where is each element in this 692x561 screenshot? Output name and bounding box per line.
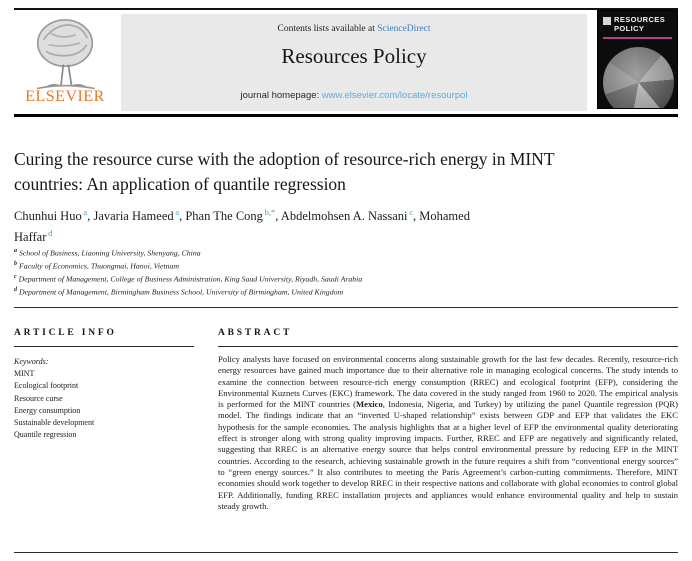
keyword-item: Sustainable development [14,418,95,428]
elsevier-tree-icon [23,15,107,91]
cover-title-line2: POLICY [614,23,645,33]
keyword-item: Resource curse [14,393,63,403]
keyword-item: Ecological footprint [14,381,79,391]
author: Abdelmohsen A. Nassani $^c$ [280,207,414,224]
top-rule [14,8,678,10]
abstract-text [218,354,678,512]
affiliation-mark: c [14,274,17,280]
affiliation-divider-rule [14,307,678,308]
header-divider-rule [14,114,678,117]
cover-title [614,16,665,33]
author: Mohamed Haffar $^d$ [14,209,470,244]
homepage-label: journal homepage: [240,90,322,101]
article-title: Curing the resource curse with the adoption of resource-rich energy in MINT countries: An application of quantile regression [14,149,555,194]
abstract-segment: Policy analysts have focused on environmental concerns along sustainable growth for the last few decades. Recently, resource-rich energy resources have gained much importance due to their alternative role in managing ecological concerns. The study intends to examine the connection between resource-rich energy consumption (RREC) and ecological footprint (EFP), considering the Environmental Kuznets Curves (EKC) framework. The data covered in the study ranged from 1960 to 2020. The empirical analysis is performed for the MINT countries ( [218,354,678,410]
author-affiliation-mark: b,* [262,207,276,217]
author: Chunhui Huo $^a$ [14,207,88,224]
keywords-list [14,368,204,441]
keyword-item: Energy consumption [14,405,81,415]
keywords-label: Keywords: [14,357,49,366]
author-affiliation-mark: a [173,207,180,217]
author-affiliation-mark: a [81,207,88,217]
keyword-item: Quantile regression [14,430,77,440]
cover-accent-rule [603,37,672,39]
affiliation-mark: b [14,261,17,267]
keyword-item: MINT [14,369,35,379]
homepage-line [121,90,587,101]
journal-cover-thumbnail [597,10,678,109]
affiliation-mark: a [14,248,17,254]
journal-title: Resources Policy [281,44,427,68]
affiliation: $^c$ Department of Management, College of Business Administration, King Saud University, Riyadh, Saudi Arabia [14,274,363,284]
affiliation: $^b$ Faculty of Economics, Thuongmai, Hanoi, Vietnam [14,261,180,271]
affiliation: $^d$ Department of Management, Birmingham Business School, University of Birmingham, United Kingdom [14,287,344,297]
article-info-heading: ARTICLE INFO [14,328,117,338]
author-list: Chunhui Huo $^a$, Javaria Hameed $^a$, Phan The Cong $^{b,*}$, Abdelmohsen A. Nassani $^c$, Mohamed Haffar $^d$ [14,207,470,244]
cover-title-line1: RESOURCES [614,15,666,24]
author-affiliation-mark: c [407,207,414,217]
affiliation-mark: d [14,287,17,293]
bottom-rule [14,552,678,553]
journal-masthead [121,14,587,111]
abstract-segment: , Indonesia, Nigeria, and Turkey) by utilizing the panel Quantile regression (PQR) model. The findings indicate that an “inverted U-shaped relationship” exists between GDP and EFP that validates the EKC hypothesis for the sample economies. The analysis highlights that at a higher level of EFP the environmental quality deteriorating effect is stronger along with strong quality improving impacts. Further, RREC and EFP are negatively and significantly related, suggesting that RREC is an alternative energy source that helps control environmental pressure by reducing EFP in the MINT countries. According to the research, achieving sustainable growth in the future requires a shift from “conventional energy sources” to “green energy sources.” It also contributes to meeting the Paris Agreement’s carbon-cutting commitments. Therefore, MINT economies should work together to develop RREC in their respective nations and collaborate with global economies to control global EFP. Additionally, funding RREC installation projects and appliances would enhance environmental quality and help to sustain steady growth. [218,399,678,511]
abstract-heading: ABSTRACT [218,328,293,338]
abstract-rule [218,346,678,347]
cover-header [598,11,677,33]
cover-globe-image [603,47,674,109]
author: Javaria Hameed $^a$ [93,207,180,224]
contents-text: Contents lists available at [277,24,378,34]
abstract-bold-term: Mexico [356,399,383,410]
contents-line [121,14,587,34]
keywords-block [14,356,204,441]
affiliation: $^a$ School of Business, Liaoning University, Shenyang, China [14,248,201,258]
elsevier-brand [14,15,116,112]
elsevier-wordmark: ELSEVIER [25,88,105,105]
sciencedirect-link[interactable]: ScienceDirect [377,24,431,34]
article-info-rule [14,346,194,347]
affiliation-list [14,246,634,298]
cover-elsevier-mark-icon [603,17,611,25]
homepage-url-link[interactable]: www.elsevier.com/locate/resourpol [321,90,468,101]
author-affiliation-mark: d [46,227,53,238]
author: Phan The Cong $^{b,*}$ [185,207,276,224]
